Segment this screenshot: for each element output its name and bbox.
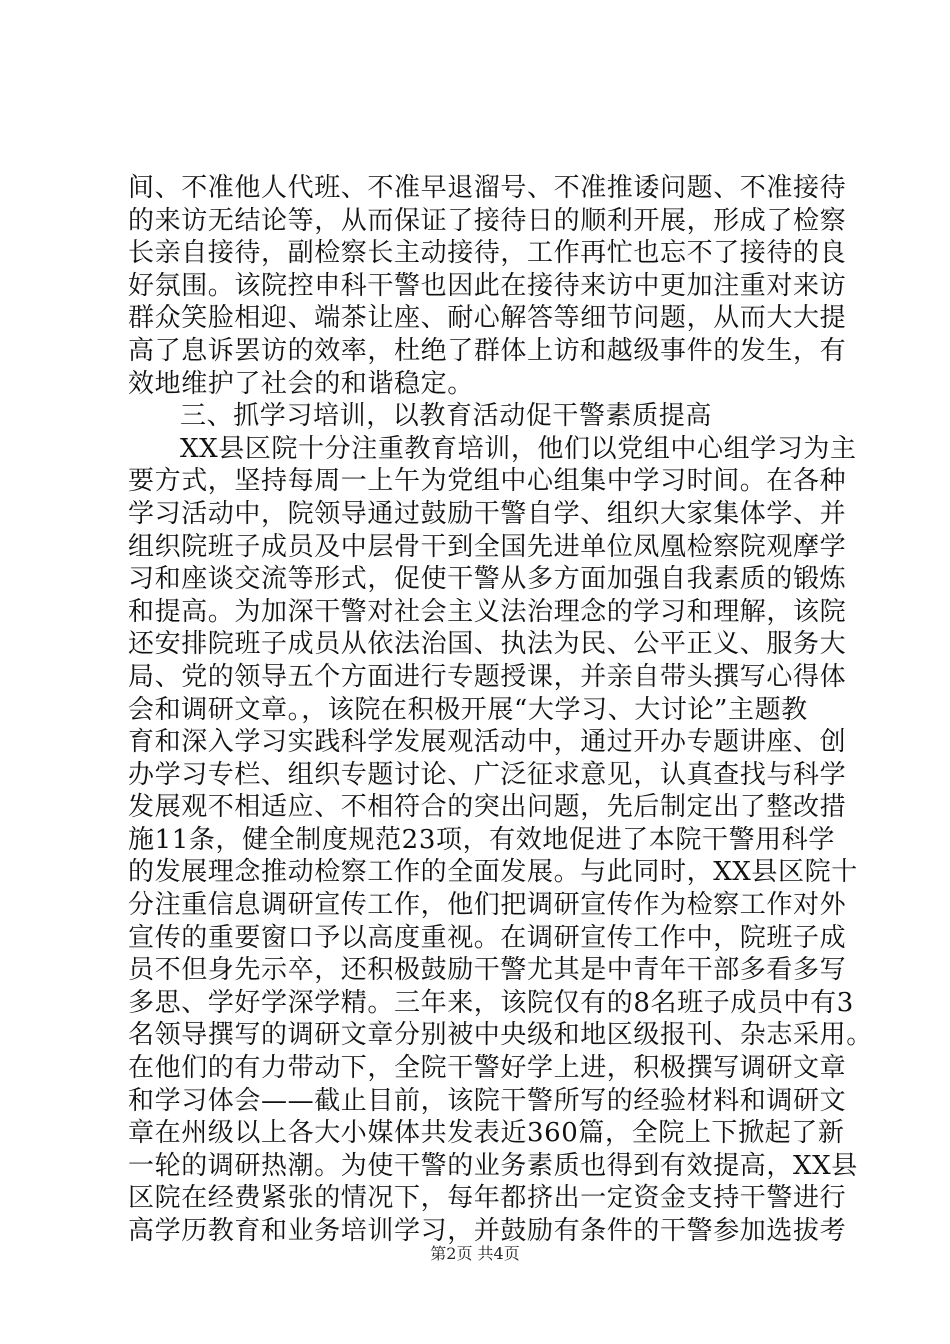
text-line: 宣传的重要窗口予以高度重视。在调研宣传工作中，院班子成	[128, 922, 847, 953]
text-line: 办学习专栏、组织专题讨论、广泛征求意见，认真查找与科学	[128, 759, 847, 790]
text-line: 发展观不相适应、不相符合的突出问题，先后制定出了整改措	[128, 792, 847, 823]
text-line: 效地维护了社会的和谐稳定。	[128, 368, 474, 399]
text-line: 章在州级以上各大小媒体共发表近360篇，全院上下掀起了新	[128, 1118, 845, 1149]
text-line: 间、不准他人代班、不准早退溜号、不准推诿问题、不准接待	[128, 173, 847, 203]
section-heading: 三、抓学习培训，以教育活动促干警素质提高	[180, 401, 713, 432]
text-line: 和提高。为加深干警对社会主义法治理念的学习和理解，该院	[128, 596, 847, 627]
text-line: 和学习体会——截止目前，该院干警所写的经验材料和调研文	[128, 1085, 847, 1116]
text-line: 多思、学好学深学精。三年来，该院仅有的8名班子成员中有3	[128, 987, 854, 1018]
text-line: 长亲自接待，副检察长主动接待，工作再忙也忘不了接待的良	[128, 238, 847, 269]
text-line: 还安排院班子成员从依法治国、执法为民、公平正义、服务大	[128, 629, 847, 660]
page-number: 第2页 共4页	[430, 1244, 520, 1263]
text-line: 要方式，坚持每周一上午为党组中心组集中学习时间。在各种	[128, 466, 847, 497]
text-line: XX县区院十分注重教育培训，他们以党组中心组学习为主	[180, 433, 857, 464]
text-line: 局、党的领导五个方面进行专题授课，并亲自带头撰写心得体	[128, 661, 847, 692]
text-line: 名领导撰写的调研文章分别被中央级和地区级报刊、杂志采用。	[128, 1020, 873, 1051]
text-line: 育和深入学习实践科学发展观活动中，通过开办专题讲座、创	[128, 727, 847, 758]
text-line: 好氛围。该院控申科干警也因此在接待来访中更加注重对来访	[128, 270, 847, 301]
text-line: 学习活动中，院领导通过鼓励干警自学、组织大家集体学、并	[128, 498, 847, 529]
text-line: 的来访无结论等，从而保证了接待日的顺利开展，形成了检察	[128, 205, 847, 236]
text-line: 高学历教育和业务培训学习，并鼓励有条件的干警参加选拔考	[128, 1216, 847, 1246]
text-line: 员不但身先示卒，还积极鼓励干警尤其是中青年干部多看多写	[128, 955, 847, 986]
text-line: 区院在经费紧张的情况下，每年都挤出一定资金支持干警进行	[128, 1183, 847, 1214]
text-line: 组织院班子成员及中层骨干到全国先进单位凤凰检察院观摩学	[128, 531, 847, 562]
text-line: 在他们的有力带动下，全院干警好学上进，积极撰写调研文章	[128, 1053, 847, 1084]
document-body	[128, 172, 873, 1248]
text-line: 施11条，健全制度规范23项，有效地促进了本院干警用科学	[128, 824, 835, 855]
text-line: 的发展理念推动检察工作的全面发展。与此同时，XX县区院十	[128, 857, 858, 888]
text-line: 分注重信息调研宣传工作，他们把调研宣传作为检察工作对外	[128, 890, 847, 921]
page-footer	[0, 1244, 950, 1264]
text-line: 会和调研文章。，该院在积极开展“大学习、大讨论”主题教	[128, 694, 808, 725]
text-line: 一轮的调研热潮。为使干警的业务素质也得到有效提高，XX县	[128, 1150, 858, 1181]
text-line: 高了息诉罢访的效率，杜绝了群体上访和越级事件的发生，有	[128, 335, 847, 366]
text-line: 习和座谈交流等形式，促使干警从多方面加强自我素质的锻炼	[128, 564, 847, 595]
text-line: 群众笑脸相迎、端茶让座、耐心解答等细节问题，从而大大提	[128, 303, 847, 334]
